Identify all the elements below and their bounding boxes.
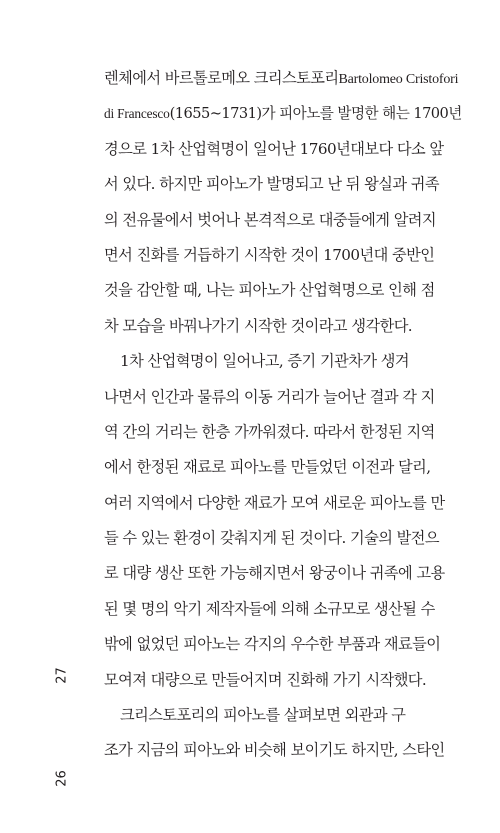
paragraph-start-line: 1차 산업혁명이 일어나고, 증기 기관차가 생겨 — [120, 352, 409, 371]
page-number-left: 26 — [54, 770, 70, 787]
text-line: 것을 감안할 때, 나는 피아노가 산업혁명으로 인해 점 — [104, 281, 435, 300]
latin-name: Bartolomeo Cristofori — [338, 72, 459, 87]
text-line: 밖에 없었던 피아노는 각지의 우수한 부품과 재료들이 — [104, 635, 441, 654]
text-line: 나면서 인간과 물류의 이동 거리가 늘어난 결과 각 지 — [104, 387, 435, 406]
text-line: 조가 지금의 피아노와 비슷해 보이기도 하지만, 스타인 — [104, 741, 445, 760]
text-line: 경으로 1차 산업혁명이 일어난 1760년대보다 다소 앞 — [104, 139, 444, 158]
latin-name: di Francesco — [104, 106, 170, 122]
text-line: 의 전유물에서 벗어나 본격적으로 대중들에게 알려지 — [104, 210, 437, 229]
text-line: 여러 지역에서 다양한 재료가 모여 새로운 피아노를 만 — [104, 493, 445, 512]
text-line: 에서 한정된 재료로 피아노를 만들었던 이전과 달리, — [104, 458, 431, 477]
text-line: 차 모습을 바꿔나가기 시작한 것이라고 생각한다. — [104, 316, 413, 335]
text-line: 들 수 있는 환경이 갖춰지게 된 것이다. 기술의 발전으 — [104, 529, 440, 548]
text-line: 역 간의 거리는 한층 가까워졌다. 따라서 한정된 지역 — [104, 422, 435, 441]
text-line: di Francesco(1655~1731)가 피아노를 발명한 해는 1700년 — [104, 105, 462, 123]
text-line: 면서 진화를 거듭하기 시작한 것이 1700년대 중반인 — [104, 245, 435, 264]
text-line: 된 몇 명의 악기 제작자들에 의해 소규모로 생산될 수 — [104, 599, 435, 618]
text-line: 렌체에서 바르톨로메오 크리스토포리Bartolomeo Cristofori — [104, 69, 459, 87]
body-text — [104, 61, 462, 769]
paragraph-start-line: 크리스토포리의 피아노를 살펴보면 외관과 구 — [120, 706, 406, 725]
page-number-right: 27 — [54, 667, 70, 684]
text-line: 모여져 대량으로 만들어지며 진화해 가기 시작했다. — [104, 670, 427, 689]
text-line: 로 대량 생산 또한 가능해지면서 왕궁이나 귀족에 고용 — [104, 564, 445, 583]
text-line: 서 있다. 하지만 피아노가 발명되고 난 뒤 왕실과 귀족 — [104, 175, 440, 194]
